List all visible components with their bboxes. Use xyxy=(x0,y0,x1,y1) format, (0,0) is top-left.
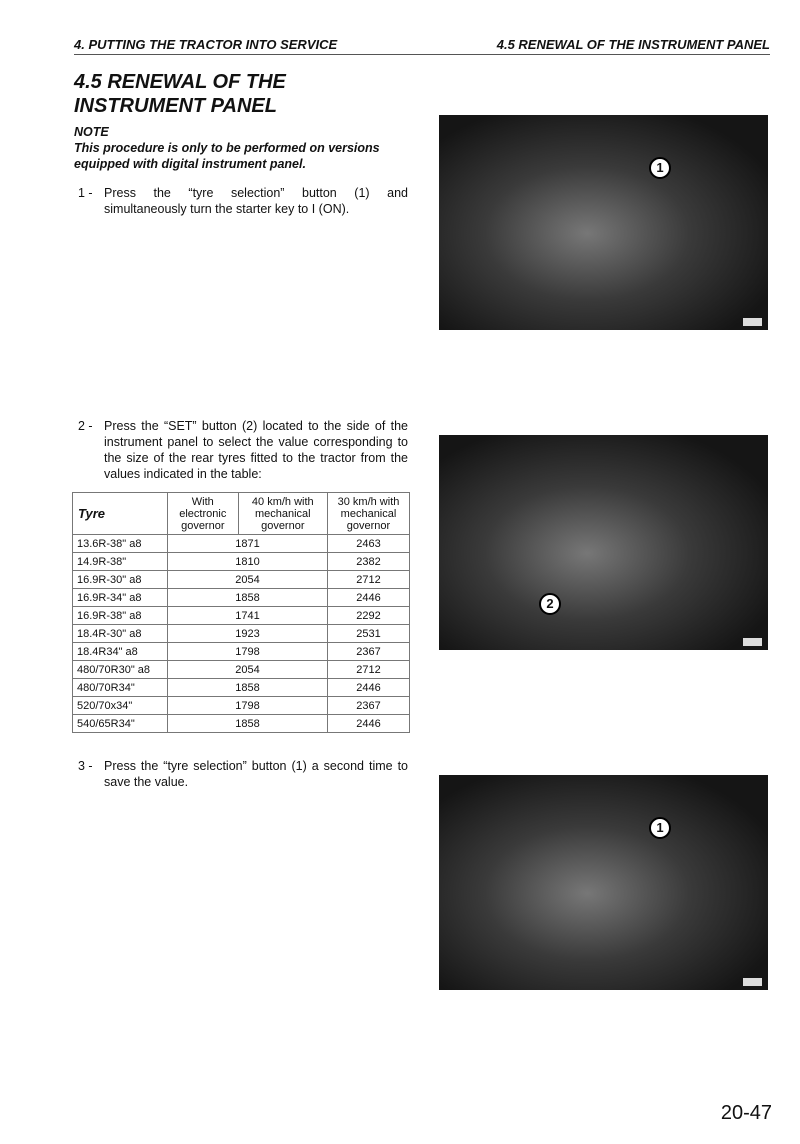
tyre-cell: 14.9R-38" xyxy=(73,553,168,571)
table-row xyxy=(73,715,410,733)
electronic-40kmh-cell: 1871 xyxy=(168,535,328,553)
photo-set-button xyxy=(439,435,768,650)
tyre-table xyxy=(72,492,410,733)
30kmh-cell: 2712 xyxy=(328,571,410,589)
step-text: Press the “tyre selection” button (1) a second time to save the value. xyxy=(104,759,408,789)
electronic-40kmh-cell: 1858 xyxy=(168,715,328,733)
table-row xyxy=(73,571,410,589)
electronic-40kmh-cell: 1858 xyxy=(168,589,328,607)
table-row xyxy=(73,607,410,625)
tyre-cell: 18.4R34" a8 xyxy=(73,643,168,661)
step-number: 2 - xyxy=(78,419,93,433)
photo-code xyxy=(743,638,762,646)
note-text: This procedure is only to be performed on versions equipped with digital instrument panel. xyxy=(74,141,380,171)
header-section: 4.5 RENEWAL OF THE INSTRUMENT PANEL xyxy=(496,37,770,52)
step-text: Press the “SET” button (2) located to the side of the instrument panel to select the value corresponding to the size of the rear tyres fitted to the tractor from the values indicated in the table: xyxy=(104,419,408,481)
photo-code xyxy=(743,978,762,986)
30kmh-cell: 2382 xyxy=(328,553,410,571)
note-label: NOTE xyxy=(74,125,109,139)
photo-code xyxy=(743,318,762,326)
table-header-row xyxy=(73,493,410,535)
step-number: 1 - xyxy=(78,186,93,200)
callout-1: 1 xyxy=(649,817,671,839)
step-3 xyxy=(78,758,408,790)
header-30kmh: 30 km/h with mechanical governor xyxy=(328,493,410,535)
30kmh-cell: 2292 xyxy=(328,607,410,625)
note xyxy=(74,124,414,172)
tyre-cell: 16.9R-34" a8 xyxy=(73,589,168,607)
tyre-cell: 520/70x34" xyxy=(73,697,168,715)
electronic-40kmh-cell: 2054 xyxy=(168,661,328,679)
header-40kmh: 40 km/h with mechanical governor xyxy=(238,493,327,535)
electronic-40kmh-cell: 2054 xyxy=(168,571,328,589)
header-chapter: 4. PUTTING THE TRACTOR INTO SERVICE xyxy=(74,37,338,52)
electronic-40kmh-cell: 1858 xyxy=(168,679,328,697)
photo-tyre-selection-button-save xyxy=(439,775,768,990)
section-title: 4.5 RENEWAL OF THE INSTRUMENT PANEL xyxy=(74,71,286,117)
electronic-40kmh-cell: 1741 xyxy=(168,607,328,625)
30kmh-cell: 2531 xyxy=(328,625,410,643)
step-1 xyxy=(78,185,408,217)
page-number: 20-47 xyxy=(720,1102,772,1124)
electronic-40kmh-cell: 1923 xyxy=(168,625,328,643)
30kmh-cell: 2463 xyxy=(328,535,410,553)
electronic-40kmh-cell: 1798 xyxy=(168,643,328,661)
callout-1: 1 xyxy=(649,157,671,179)
table-row xyxy=(73,589,410,607)
table-row xyxy=(73,625,410,643)
table-row xyxy=(73,553,410,571)
tyre-cell: 540/65R34" xyxy=(73,715,168,733)
30kmh-cell: 2367 xyxy=(328,697,410,715)
table-row xyxy=(73,679,410,697)
photo-tyre-selection-button xyxy=(439,115,768,330)
table-row xyxy=(73,697,410,715)
electronic-40kmh-cell: 1810 xyxy=(168,553,328,571)
table-row xyxy=(73,535,410,553)
30kmh-cell: 2446 xyxy=(328,589,410,607)
step-2 xyxy=(78,418,408,482)
header-tyre: Tyre xyxy=(73,493,168,535)
30kmh-cell: 2367 xyxy=(328,643,410,661)
callout-2: 2 xyxy=(539,593,561,615)
header-electronic: With electronic governor xyxy=(168,493,239,535)
page-header xyxy=(74,37,770,55)
tyre-cell: 13.6R-38" a8 xyxy=(73,535,168,553)
30kmh-cell: 2446 xyxy=(328,715,410,733)
step-text: Press the “tyre selection” button (1) and simultaneously turn the starter key to I (ON). xyxy=(104,186,408,216)
tyre-cell: 18.4R-30" a8 xyxy=(73,625,168,643)
tyre-cell: 480/70R34" xyxy=(73,679,168,697)
tyre-cell: 480/70R30" a8 xyxy=(73,661,168,679)
tyre-cell: 16.9R-38" a8 xyxy=(73,607,168,625)
table-row xyxy=(73,643,410,661)
electronic-40kmh-cell: 1798 xyxy=(168,697,328,715)
step-number: 3 - xyxy=(78,759,93,773)
tyre-cell: 16.9R-30" a8 xyxy=(73,571,168,589)
30kmh-cell: 2712 xyxy=(328,661,410,679)
30kmh-cell: 2446 xyxy=(328,679,410,697)
table-row xyxy=(73,661,410,679)
